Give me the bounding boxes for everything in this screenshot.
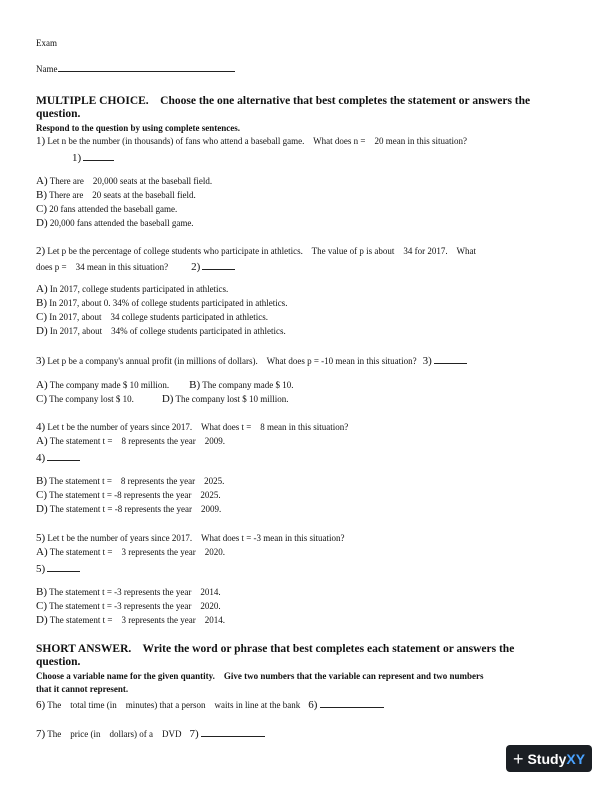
- answer-number: 5): [36, 563, 46, 575]
- option-5d: D) The statement t = 3 represents the year 2014.: [36, 614, 225, 626]
- answer-line[interactable]: [47, 451, 80, 461]
- option-3a-3b: A) The company made $ 10 million. B) The company made $ 10.: [36, 379, 294, 391]
- answer-line[interactable]: [201, 727, 265, 737]
- question-number: 1): [36, 135, 46, 147]
- option-4a: A) The statement t = 8 represents the year 2009.: [36, 435, 225, 447]
- question-4: 4) Let t be the number of years since 2017. What does t = 8 mean in this situation?: [36, 421, 349, 433]
- question-2-cont: does p = 34 mean in this situation? 2): [36, 260, 235, 273]
- option-2d: D) In 2017, about 34% of college students participated in athletics.: [36, 325, 286, 337]
- name-blank[interactable]: [58, 62, 235, 72]
- answer-line[interactable]: [434, 354, 467, 364]
- option-2c: C) In 2017, about 34 college students participated in athletics.: [36, 311, 268, 323]
- option-5a: A) The statement t = 3 represents the year 2020.: [36, 546, 225, 558]
- answer-line[interactable]: [83, 151, 114, 161]
- answer-number: 1): [72, 152, 82, 164]
- answer-blank-5: [36, 562, 80, 575]
- answer-blank-1: [72, 151, 114, 164]
- answer-number: 2): [191, 261, 201, 273]
- question-7: 7) The price (in dollars) of a DVD 7): [36, 727, 265, 740]
- option-1a: A) There are 20,000 seats at the baseball field.: [36, 175, 213, 187]
- question-1: [36, 136, 467, 147]
- answer-line[interactable]: [47, 562, 80, 572]
- option-2b: B) In 2017, about 0. 34% of college students participated in athletics.: [36, 297, 288, 309]
- option-1b: B) There are 20 seats at the baseball field.: [36, 189, 196, 201]
- option-4d: D) The statement t = -8 represents the year 2009.: [36, 503, 222, 515]
- answer-number: 6): [308, 699, 318, 711]
- sa-instruction-cont: that it cannot represent.: [36, 684, 129, 694]
- sa-heading-cont: question.: [36, 656, 81, 668]
- option-3c-3d: C) The company lost $ 10. D) The company lost $ 10 million.: [36, 393, 289, 405]
- option-5c: C) The statement t = -3 represents the year 2020.: [36, 600, 221, 612]
- option-1d: D) 20,000 fans attended the baseball game.: [36, 217, 194, 229]
- question-text: Let n be the number (in thousands) of fans who attend a baseball game. What does n = 20 mean in this situation?: [45, 136, 467, 146]
- badge-accent: XY: [566, 750, 586, 767]
- option-5b: B) The statement t = -3 represents the year 2014.: [36, 586, 221, 598]
- answer-number: 7): [189, 728, 199, 740]
- answer-line[interactable]: [320, 698, 384, 708]
- option-4c: C) The statement t = -8 represents the year 2025.: [36, 489, 221, 501]
- answer-number: 3): [422, 355, 432, 367]
- option-2a: A) In 2017, college students participated in athletics.: [36, 283, 229, 295]
- answer-line[interactable]: [202, 260, 235, 270]
- question-2: 2) Let p be the percentage of college students who participate in athletics. The value of p is about 34 for 2017. What: [36, 245, 476, 257]
- sa-heading: SHORT ANSWER. Write the word or phrase that best completes each statement or answers the: [36, 643, 515, 655]
- answer-number: 4): [36, 452, 46, 464]
- answer-blank-4: [36, 451, 80, 464]
- mc-heading: MULTIPLE CHOICE. Choose the one alternative that best completes the statement or answers the: [36, 95, 531, 107]
- option-1c: C) 20 fans attended the baseball game.: [36, 203, 178, 215]
- badge-text: Study: [527, 750, 567, 767]
- question-5: 5) Let t be the number of years since 2017. What does t = -3 mean in this situation?: [36, 532, 345, 544]
- plus-icon: +: [512, 748, 524, 769]
- name-label: Name: [36, 64, 58, 74]
- mc-heading-cont: question.: [36, 108, 81, 120]
- mc-instruction: Respond to the question by using complete sentences.: [36, 123, 241, 133]
- question-3: 3) Let p be a company's annual profit (in millions of dollars). What does p = -10 mean in this situation? 3): [36, 354, 467, 367]
- option-4b: B) The statement t = 8 represents the year 2025.: [36, 475, 225, 487]
- exam-label: Exam: [36, 38, 57, 48]
- sa-instruction: Choose a variable name for the given quantity. Give two numbers that the variable can represent and two numbers: [36, 671, 484, 681]
- question-6: 6) The total time (in minutes) that a person waits in line at the bank 6): [36, 698, 384, 711]
- studyxy-badge[interactable]: [506, 745, 592, 772]
- name-line: [36, 62, 235, 75]
